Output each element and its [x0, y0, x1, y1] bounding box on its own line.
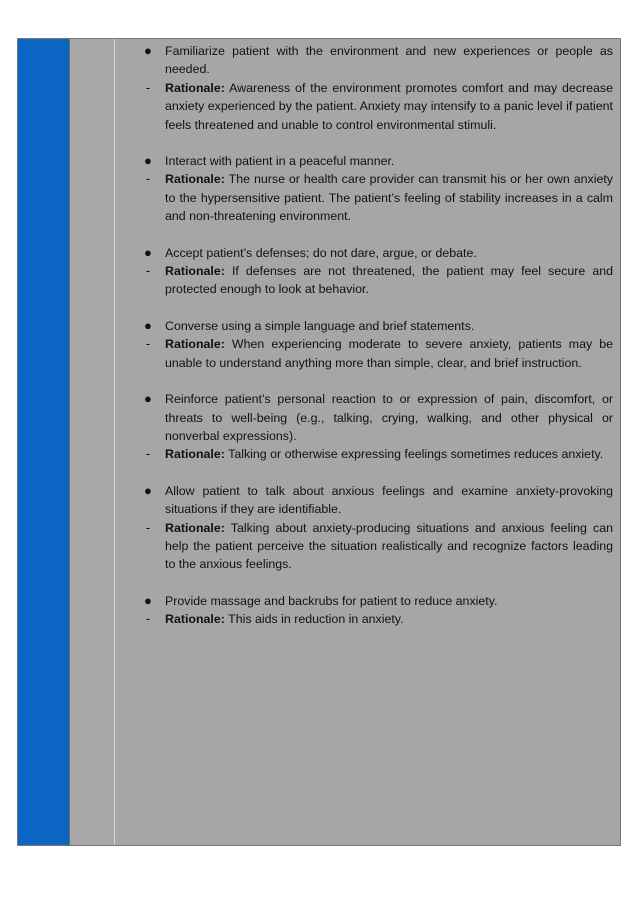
intervention-text: Accept patient’s defenses; do not dare, argue, or debate.	[165, 245, 477, 260]
rationale-line	[143, 445, 613, 463]
intervention-item	[143, 592, 613, 629]
rationale-line	[143, 610, 613, 628]
bullet-icon: ●	[144, 482, 152, 498]
intervention-text: Allow patient to talk about anxious feelings and examine anxiety-provoking situations if they are identifiable.	[165, 483, 613, 517]
rationale-label: Rationale:	[165, 337, 225, 352]
rationale-line	[143, 335, 613, 372]
blue-side-column	[18, 39, 70, 845]
dash-marker: -	[146, 263, 151, 279]
rationale-text: When experiencing moderate to severe anxiety, patients may be unable to understand anything more than simple, clear, and brief instruction.	[165, 337, 613, 370]
intervention-bullet	[143, 482, 613, 519]
intervention-item	[143, 152, 613, 226]
rationale-line	[143, 79, 613, 134]
care-plan-table	[17, 38, 621, 846]
rationale-text: Talking or otherwise expressing feelings sometimes reduces anxiety.	[224, 447, 604, 462]
intervention-text: Provide massage and backrubs for patient to reduce anxiety.	[165, 593, 498, 608]
dash-marker: -	[146, 79, 151, 95]
intervention-bullet	[143, 390, 613, 445]
dash-marker: -	[146, 171, 151, 187]
rationale-line	[143, 519, 613, 574]
rationale-label: Rationale:	[165, 447, 225, 462]
bullet-icon: ●	[144, 391, 152, 407]
intervention-item	[143, 390, 613, 464]
intervention-item	[143, 244, 613, 299]
bullet-icon: ●	[144, 153, 152, 169]
rationale-line	[143, 262, 613, 299]
intervention-item	[143, 42, 613, 134]
dash-marker: -	[146, 336, 151, 352]
rationale-text: Talking about anxiety-producing situations and anxious feeling can help the patient perceive the situation realistically and recognize factors leading to the anxious feelings.	[165, 520, 613, 572]
rationale-label: Rationale:	[165, 172, 225, 187]
intervention-bullet	[143, 42, 613, 79]
intervention-bullet	[143, 152, 613, 170]
dash-marker: -	[146, 446, 151, 462]
rationale-text: Awareness of the environment promotes comfort and may decrease anxiety experienced by the patient. Anxiety may intensify to a panic level if patient feels threatened and unable to control environmental stimuli.	[165, 80, 613, 132]
rationale-label: Rationale:	[165, 612, 225, 627]
interventions-cell	[115, 39, 620, 845]
interventions-list	[143, 42, 613, 647]
bullet-icon: ●	[144, 317, 152, 333]
intervention-bullet	[143, 317, 613, 335]
rationale-label: Rationale:	[165, 520, 225, 535]
rationale-text: The nurse or health care provider can transmit his or her own anxiety to the hypersensitive patient. The patient’s feeling of stability increases in a calm and non-threatening environment.	[165, 172, 613, 224]
intervention-bullet	[143, 592, 613, 610]
dash-marker: -	[146, 519, 151, 535]
intervention-text: Interact with patient in a peaceful manner.	[165, 154, 395, 169]
bullet-icon: ●	[144, 592, 152, 608]
rationale-text: If defenses are not threatened, the patient may feel secure and protected enough to look at behavior.	[165, 264, 613, 297]
intervention-item	[143, 482, 613, 574]
rationale-label: Rationale:	[165, 80, 225, 95]
rationale-line	[143, 170, 613, 225]
intervention-bullet	[143, 244, 613, 262]
bullet-icon: ●	[144, 244, 152, 260]
gray-side-column	[70, 39, 115, 845]
intervention-item	[143, 317, 613, 372]
bullet-icon: ●	[144, 43, 152, 58]
rationale-text: This aids in reduction in anxiety.	[224, 612, 404, 627]
dash-marker: -	[146, 611, 151, 627]
rationale-label: Rationale:	[165, 264, 225, 279]
intervention-text: Familiarize patient with the environment and new experiences or people as needed.	[165, 44, 613, 77]
intervention-text: Converse using a simple language and brief statements.	[165, 318, 475, 333]
intervention-text: Reinforce patient’s personal reaction to or expression of pain, discomfort, or threats to well-being (e.g., talking, crying, walking, and other physical or nonverbal expressions).	[165, 392, 613, 443]
